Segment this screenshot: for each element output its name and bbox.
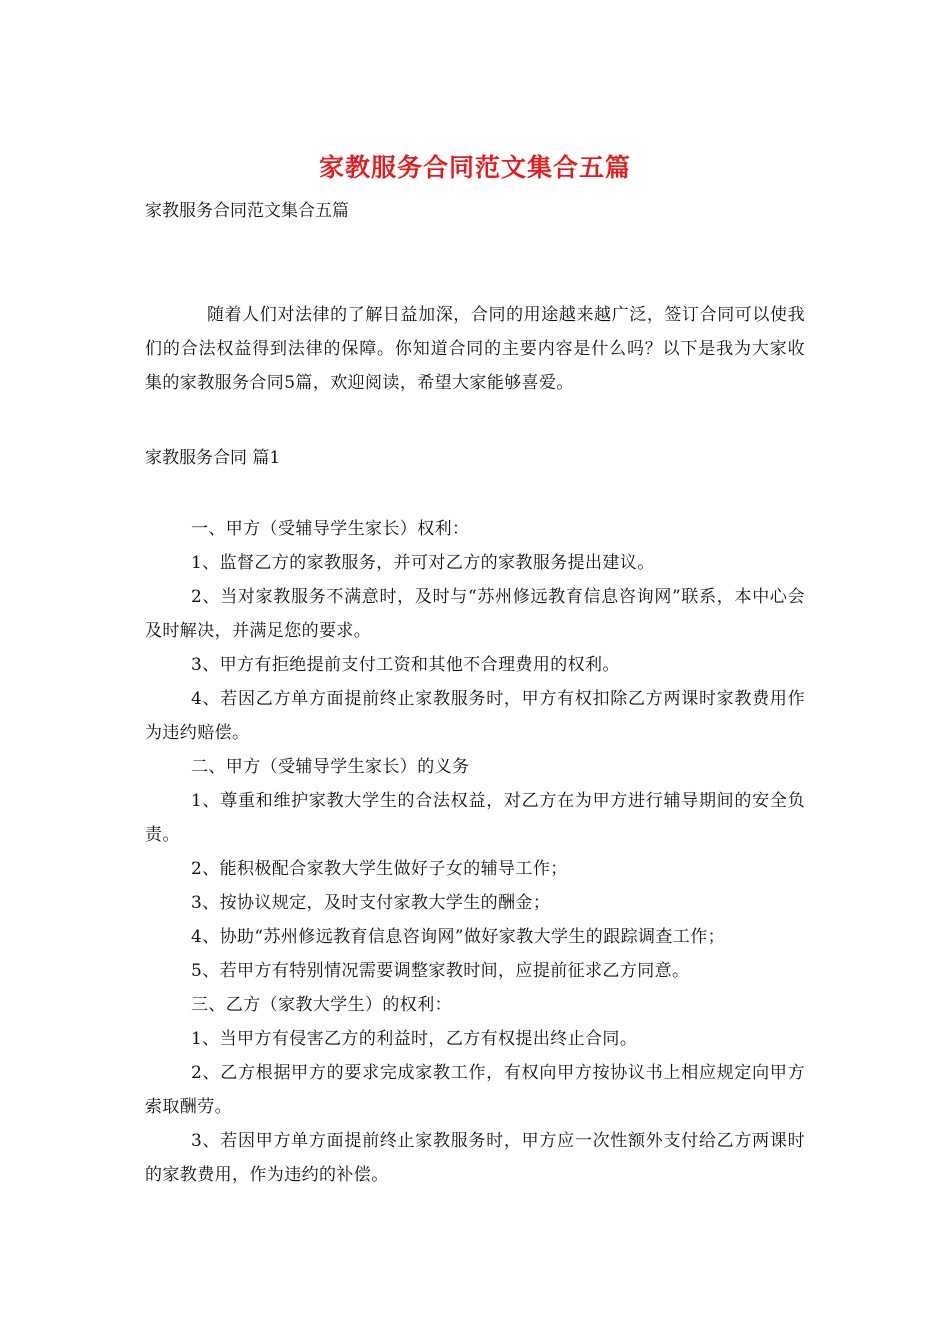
section-heading: 家教服务合同 篇1 <box>145 448 281 468</box>
contract-paragraph: 4、若因乙方单方面提前终止家教服务时，甲方有权扣除乙方两课时家教费用作为违约赔偿。 <box>145 689 805 743</box>
contract-paragraph: 1、监督乙方的家教服务，并可对乙方的家教服务提出建议。 <box>191 553 655 573</box>
intro-block <box>145 298 805 400</box>
intro-paragraph: 随着人们对法律的了解日益加深，合同的用途越来越广泛，签订合同可以使我们的合法权益得到法律的保障。你知道合同的主要内容是什么吗？以下是我为大家收集的家教服务合同5篇，欢迎阅读，希望大家能够喜爱。 <box>145 305 805 393</box>
contract-paragraph: 三、乙方（家教大学生）的权利： <box>191 995 452 1015</box>
contract-paragraph: 5、若甲方有特别情况需要调整家教时间，应提前征求乙方同意。 <box>191 961 690 981</box>
document-title: 家教服务合同范文集合五篇 <box>318 153 631 182</box>
contract-paragraph: 3、甲方有拒绝提前支付工资和其他不合理费用的权利。 <box>191 655 620 675</box>
contract-paragraph: 3、若因甲方单方面提前终止家教服务时，甲方应一次性额外支付给乙方两课时的家教费用，作为违约的补偿。 <box>145 1131 805 1185</box>
contract-paragraph: 2、当对家教服务不满意时，及时与“苏州修远教育信息咨询网”联系，本中心会及时解决，并满足您的要求。 <box>145 587 805 641</box>
contract-paragraph: 1、尊重和维护家教大学生的合法权益，对乙方在为甲方进行辅导期间的安全负责。 <box>145 791 805 845</box>
contract-paragraph: 2、乙方根据甲方的要求完成家教工作，有权向甲方按协议书上相应规定向甲方索取酬劳。 <box>145 1063 805 1117</box>
contract-paragraph: 二、甲方（受辅导学生家长）的义务 <box>191 757 470 777</box>
contract-paragraph: 一、甲方（受辅导学生家长）权利： <box>191 519 470 539</box>
contract-content <box>145 512 805 1192</box>
contract-paragraph: 2、能积极配合家教大学生做好子女的辅导工作； <box>191 859 568 879</box>
contract-paragraph: 4、协助“苏州修远教育信息咨询网”做好家教大学生的跟踪调查工作； <box>191 927 725 947</box>
contract-paragraph: 1、当甲方有侵害乙方的利益时，乙方有权提出终止合同。 <box>191 1029 638 1049</box>
contract-paragraph: 3、按协议规定，及时支付家教大学生的酬金； <box>191 893 551 913</box>
document-subtitle: 家教服务合同范文集合五篇 <box>145 201 349 221</box>
